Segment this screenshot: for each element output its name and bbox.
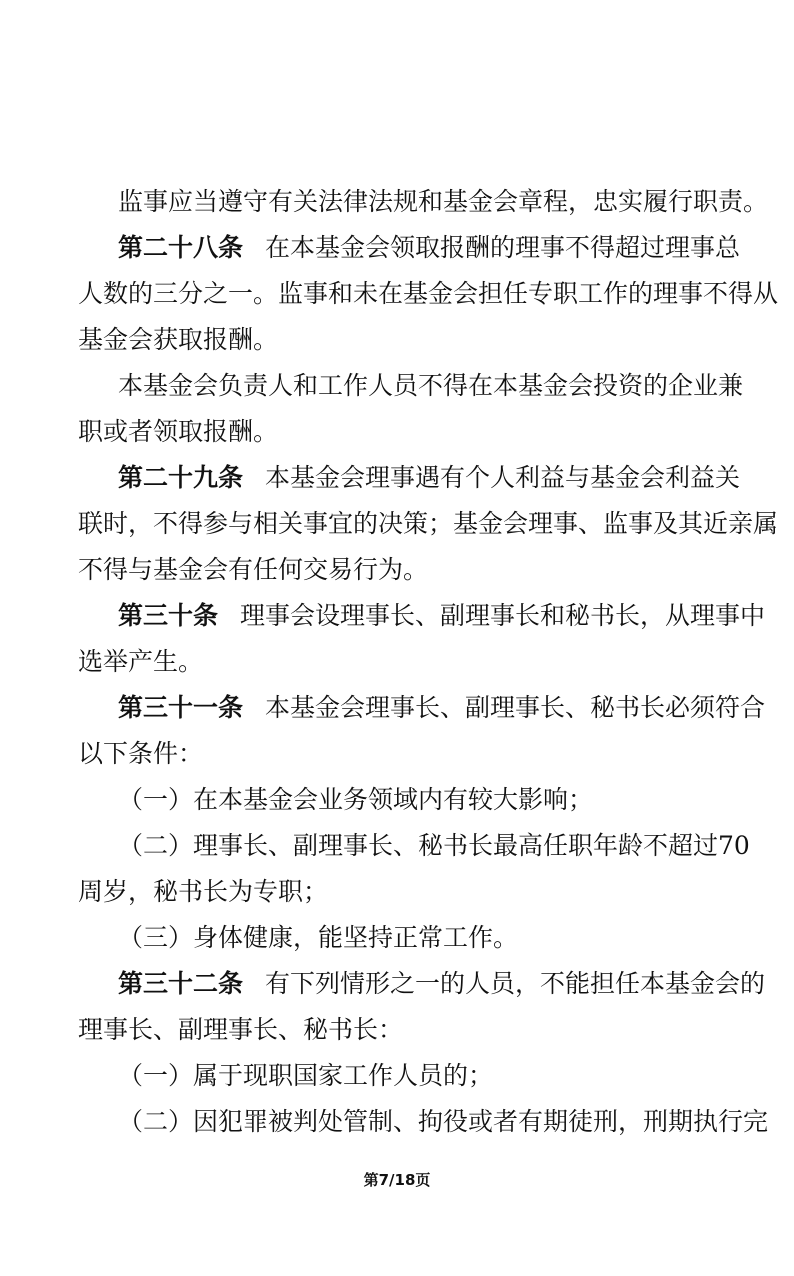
list-item: （二）理事长、副理事长、秘书长最高任职年龄不超过70	[118, 831, 750, 860]
article-28-line: 第二十八条 在本基金会领取报酬的理事不得超过理事总	[118, 233, 741, 262]
paragraph-line: 联时，不得参与相关事宜的决策；基金会理事、监事及其近亲属	[78, 509, 779, 538]
paragraph-line: 周岁，秘书长为专职；	[78, 877, 329, 906]
paragraph-line: 不得与基金会有任何交易行为。	[78, 555, 429, 584]
paragraph-line: 基金会获取报酬。	[78, 325, 279, 354]
list-item: （三）身体健康，能坚持正常工作。	[118, 923, 519, 952]
paragraph-line: 职或者领取报酬。	[78, 417, 279, 446]
article-30-line: 第三十条 理事会设理事长、副理事长和秘书长，从理事中	[118, 601, 766, 630]
article-number: 第二十九条	[118, 463, 244, 492]
article-number: 第三十条	[118, 601, 219, 630]
paragraph-line: 选举产生。	[78, 647, 204, 676]
paragraph-line: 本基金会负责人和工作人员不得在本基金会投资的企业兼	[118, 371, 744, 400]
article-32-line: 第三十二条 有下列情形之一的人员，不能担任本基金会的	[118, 969, 766, 998]
paragraph-line: 人数的三分之一。监事和未在基金会担任专职工作的理事不得从	[78, 279, 779, 308]
paragraph-line: 理事长、副理事长、秘书长：	[78, 1015, 404, 1044]
paragraph-line: 监事应当遵守有关法律法规和基金会章程，忠实履行职责。	[118, 187, 769, 216]
page-number: 第7/18页	[363, 1171, 431, 1189]
paragraph-line: 以下条件：	[78, 739, 204, 768]
article-31-line: 第三十一条 本基金会理事长、副理事长、秘书长必须符合	[118, 693, 766, 722]
article-number: 第三十一条	[118, 693, 244, 722]
article-number: 第二十八条	[118, 233, 244, 262]
list-item: （二）因犯罪被判处管制、拘役或者有期徒刑，刑期执行完	[118, 1107, 769, 1136]
list-item: （一）属于现职国家工作人员的；	[118, 1061, 494, 1090]
article-29-line: 第二十九条 本基金会理事遇有个人利益与基金会利益关	[118, 463, 741, 492]
article-number: 第三十二条	[118, 969, 244, 998]
list-item: （一）在本基金会业务领域内有较大影响；	[118, 785, 594, 814]
